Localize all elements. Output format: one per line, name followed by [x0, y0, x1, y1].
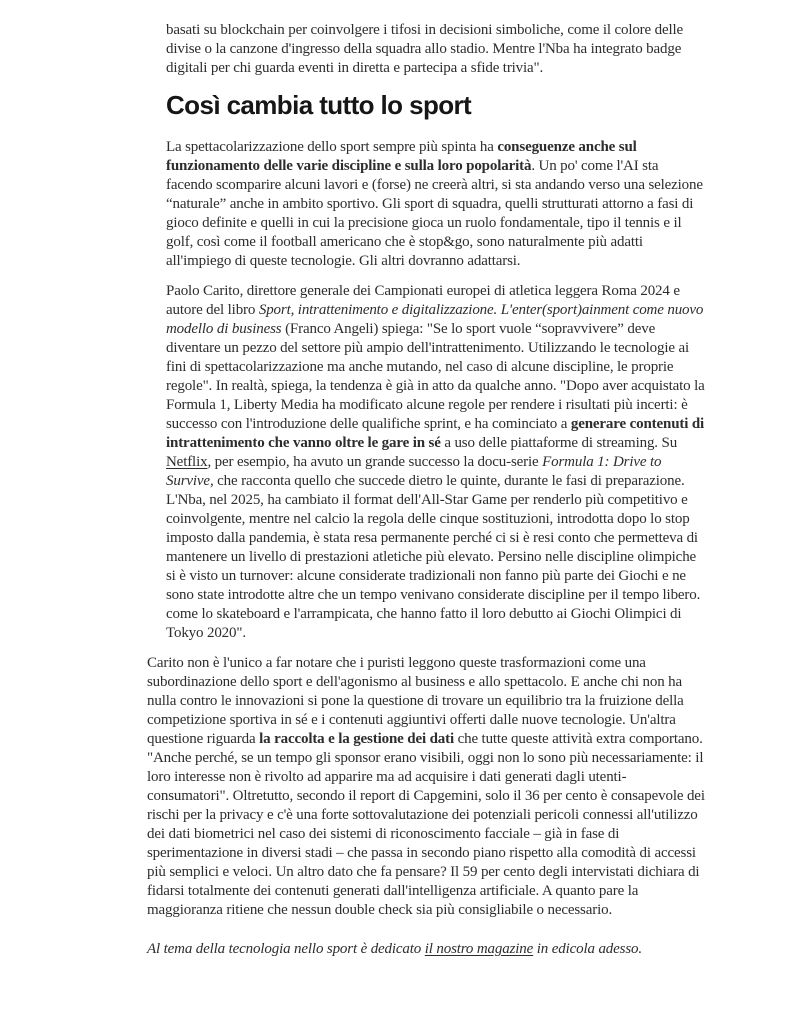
text-segment: (Franco Angeli) spiega: "Se lo sport vuole “sopravvivere” deve diventare un pezzo del settore più ampio dell'intrattenimento. Utilizzando le tecnologie ai fini di spettacolarizzazione ma anche mutando, nel caso di alcune discipline, le proprie regole". In realtà, spiega, la tendenza è già in atto da qualche anno. "Dopo aver acquistato la Formula 1, Liberty Media ha modificato alcune regole per rendere i risultati più incerti: è successo con l'introduzione delle qualifiche sprint, e ha cominciato a: [166, 321, 705, 432]
text-segment: Sport, intrattenimento e digitalizzazione. L'enter(sport)ainment come nuovo modello di business: [166, 302, 704, 337]
text-segment: Formula 1: Drive to Survive: [166, 454, 662, 489]
text-segment: che tutte queste attività extra comportano. "Anche perché, se un tempo gli sponsor erano visibili, oggi non lo sono più necessariamente: il loro interesse non è rivolto ad apparire ma ad acquisire i dati generati dagli utenti-consumatori". Oltretutto, secondo il report di Capgemini, solo il 36 per cento è consapevole dei rischi per la privacy e c'è una forte sottovalutazione dei potenziali pericoli connessi all'utilizzo dei dati biometrici nel caso dei sistemi di riconoscimento facciale – già in fase di sperimentazione in diversi stadi – che passa in secondo piano rispetto alla comodità di accessi più semplici e veloci. Un altro dato che fa pensare? Il 59 per cento degli intervistati dichiara di fidarsi totalmente dei contenuti generati dall'intelligenza artificiale. A quanto pare la maggioranza ritiene che nessun double check sia più consigliabile o necessario.: [147, 731, 705, 918]
text-segment: in edicola adesso.: [533, 941, 642, 957]
article-bottom-section: [147, 654, 707, 959]
text-segment: La spettacolarizzazione dello sport sempre più spinta ha: [166, 139, 498, 155]
text-segment: Carito non è l'unico a far notare che i puristi leggono queste trasformazioni come una subordinazione dello sport e dell'agonismo al business e allo spettacolo. E anche chi non ha nulla contro le innovazioni si pone la questione di trovare un equilibrio tra la fruizione della competizione sportiva in sé e i contenuti aggiuntivi offerti dalle nuove tecnologie. Un'altra questione riguarda: [147, 655, 684, 747]
text-segment: Al tema della tecnologia nello sport è dedicato: [147, 941, 425, 957]
netflix-link[interactable]: Netflix: [166, 454, 208, 470]
text-segment: , che racconta quello che succede dietro le quinte, durante le fasi di preparazione. L'Nba, nel 2025, ha cambiato il format dell'All-Star Game per renderlo più competitivo e coinvolgente, mentre nel calcio la regola delle cinque sostituzioni, introdotta dopo lo stop imposto dalla pandemia, è stata resa permanente perché ci si è resi conto che permetteva di mantenere un livello di prestazioni atletiche più elevato. Persino nelle discipline olimpiche si è visto un turnover: alcune considerate tradizionali non fanno più parte dei Giochi e ne sono state introdotte altre che un tempo venivano considerate discipline per il tempo libero. come lo skateboard e l'arrampicata, che hanno fatto il loro debutto ai Giochi Olimpici di Tokyo 2020".: [166, 473, 701, 641]
text-segment: generare contenuti di intrattenimento che vanno oltre le gare in sé: [166, 416, 705, 451]
text-segment: . Un po' come l'AI sta facendo scomparire alcuni lavori e (forse) ne creerà altri, si sta andando verso una selezione “naturale” anche in ambito sportivo. Gli sport di squadra, quelli strutturati attorno a fasi di gioco definite e quelli in cui la precisione gioca un ruolo fondamentale, tipo il tennis e il golf, così come il football americano che è stop&go, sono naturalmente più adatti all'impiego di queste tecnologie. Gli altri dovranno adattarsi.: [166, 158, 703, 269]
magazine-link[interactable]: il nostro magazine: [424, 941, 534, 957]
article-top-section: [166, 0, 706, 643]
paragraph-outro-magazine: [147, 940, 707, 959]
text-segment: Paolo Carito, direttore generale dei Campionati europei di atletica leggera Roma 2024 e autore del libro: [166, 283, 680, 318]
text-segment: , per esempio, ha avuto un grande successo la docu-serie: [207, 454, 543, 470]
paragraph-intro-fragment: [166, 21, 706, 78]
section-heading: Così cambia tutto lo sport: [166, 90, 472, 120]
text-segment: a uso delle piattaforme di streaming. Su: [440, 435, 678, 451]
paragraph-carito-puristi: [147, 654, 707, 920]
text-segment: conseguenze anche sul funzionamento delle varie discipline e sulla loro popolarità: [166, 139, 637, 174]
paragraph-spettacolarizzazione: [166, 138, 706, 271]
text-segment: la raccolta e la gestione dei dati: [259, 731, 454, 747]
paragraph-paolo-carito: [166, 282, 706, 643]
text-segment: basati su blockchain per coinvolgere i tifosi in decisioni simboliche, come il colore delle divise o la canzone d'ingresso della squadra allo stadio. Mentre l'Nba ha integrato badge digitali per chi guarda eventi in diretta e partecipa a sfide trivia".: [166, 22, 684, 76]
